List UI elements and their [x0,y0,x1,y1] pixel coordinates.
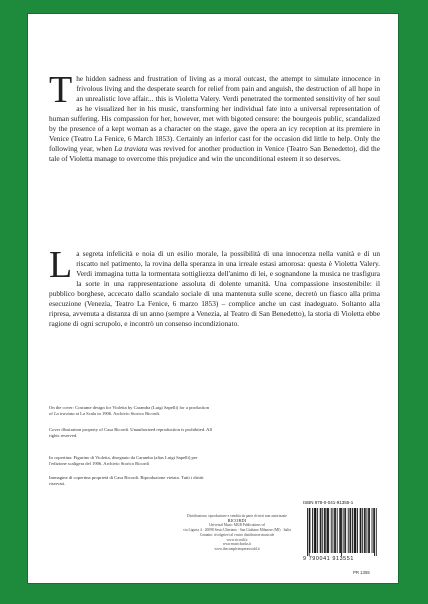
publisher-address-1: Universal Music MGB Publications srl [208,523,266,528]
cover-credit-italian: In copertina: Figurino di Violetta, disegnato da Caramba (alias Luigi Sapelli) per l'edizione scaligera del 1906. Archivio Storico Ricordi [49,455,198,466]
catalog-number: PR 1355 [353,570,370,575]
english-opera-title: La traviata [114,144,148,153]
english-body-part-1: he hidden sadness and frustration of living as a moral outcast, the attempt to simulate innocence in frivolous living and the desperate search for relief from pain and anguish, the destruction of all hope in an unrealistic love affair... this is Violetta Valery. Verdi penetrated the tormented sensitivity of her soul as he visualized her in his music, transforming her individual fate into a universal representation of human suffering. His compassion for her, however, met with bigoted censure: the bourgeois public, scandalized by the presence of a kept woman as a character on the stage, gave the opera an icy reception at its premiere in Venice (Teatro La Fenice, 6 March 1853). Certainly an inferior cast for the occasion did little to help. Only the following year, when [49,74,380,153]
english-dropcap: T [49,69,73,111]
italian-dropcap: L [49,244,73,286]
italian-body: a segreta infelicità e noia di un esilio morale, la possibilità di una innocenza nella vanità e di un riscatto nel patimento, la rovina della speranza in una irreale estasi amorosa: questa è Violetta Valery. Verdi immagina tutta la tormentata sottigliezza dell'animo di lei, e sognandone la musica ne trasfigura la sorte in una rappresentazione assoluta di dolente umanità. Una compassione insostenibile: il pubblico borghese, accecato dallo scandalo sociale di una mantenuta sulle scene, decretò un fiasco alla prima esecuzione (Venezia, Teatro La Fenice, 6 marzo 1853) – complice anche un cast inadeguato. Soltanto alla ripresa, avvenuta a distanza di un anno (sempre a Venezia, al Teatro di San Benedetto), la storia di Violetta ebbe ragione di ogni scrupolo, e incontrò un consenso incondizionato. [49,249,380,328]
cover-credit-english-part-1: On the cover: Costume design for Violetta by Caramba (Luigi Sapelli) for a production of [49,405,209,416]
publisher-rights-line: Distribuzione, riproduzione e vendita da parte di terzi non autorizzate [187,514,287,518]
english-body-part-2: was revived for another production in Venice (Teatro San Benedetto), did the tale of Violetta manage to overcome this prejudice and win the unconditional esteem it so deserves. [49,144,380,163]
rights-notice-english: Cover illustration property of Casa Ricordi. Unauthorized reproduction is prohibited. All rights reserved. [49,427,213,438]
cover-credit-english-part-2: at La Scala in 1906. Archivio Storico Ricordi. [74,411,161,416]
publisher-block [178,514,296,552]
barcode-block [303,500,383,576]
isbn-label: ISBN 978-0-041-91355-1 [303,500,354,505]
barcode-icon [303,508,383,556]
english-synopsis [49,69,380,164]
publisher-web-1: www.ricordi.it [226,537,248,542]
back-cover-page [28,14,398,583]
publisher-address-2: via Liguria 4 · 20098 Sesto Ulteriano · San Giuliano Milanese (MI) · Italia [183,528,291,533]
barcode-digits: 9 790041 913551 [303,556,354,562]
publisher-web-2: www.musicbooks.it [222,542,252,547]
publisher-contact: Contatto: rivolgetevi al vostro distributore musicale [199,532,275,537]
publisher-logo: RICORDI [227,517,247,523]
cover-credit-english [49,405,213,417]
cover-credit-english-title: La traviata [53,411,75,416]
rights-notice-italian: Immagine di copertina proprietà di Casa Ricordi. Riproduzione vietata. Tutti i diritti riservati. [49,475,204,486]
italian-synopsis [49,244,380,329]
publisher-web-3: www.thecompleteoperaworld.it [214,546,260,551]
